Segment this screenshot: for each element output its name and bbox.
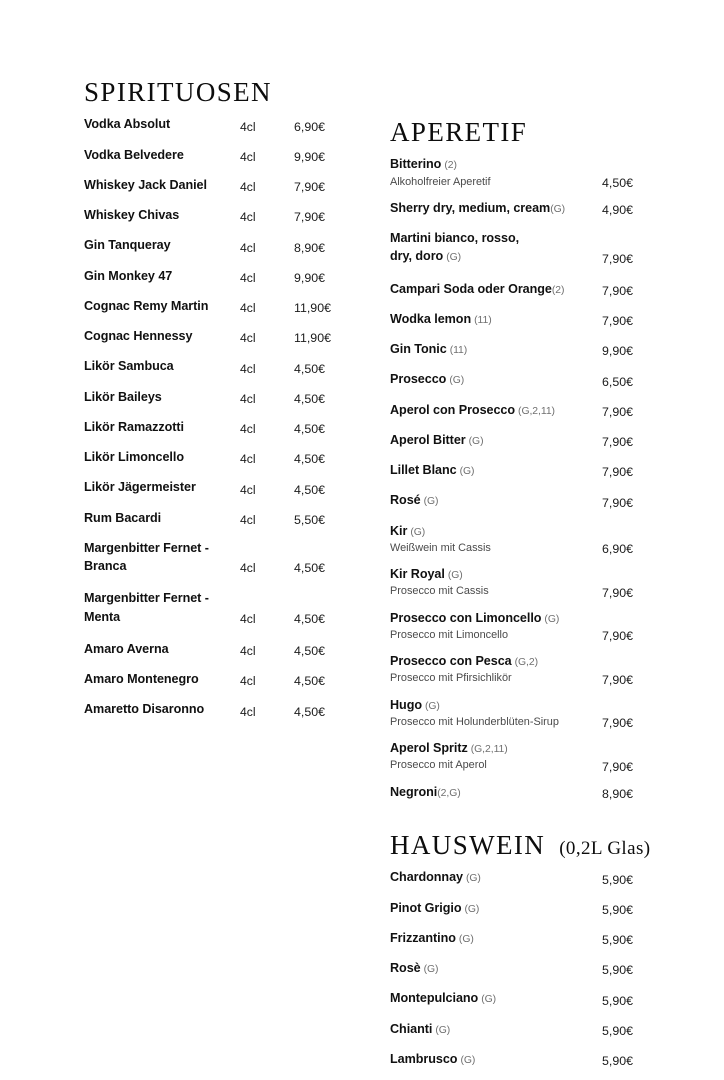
menu-item-allergens: (11) [449,345,468,357]
menu-item-allergens: (G) [460,1054,476,1066]
menu-item-price: 5,90€ [602,872,634,887]
menu-item-name: Campari Soda oder Orange(2) [390,281,565,296]
menu-item-name: Amaro Averna [84,641,169,656]
menu-item-unit: 4cl [240,644,256,659]
menu-item-unit: 4cl [240,482,256,497]
menu-item-unit: 4cl [240,180,256,195]
menu-item-unit: 4cl [240,391,256,406]
menu-item-text [84,448,234,466]
menu-item-allergens: (G) [458,933,474,945]
menu-item [390,783,658,801]
menu-item [84,418,352,436]
menu-item-price: 5,90€ [602,902,634,917]
menu-item-price: 7,90€ [602,716,634,731]
section-heading-spirituosen [84,78,352,106]
menu-item-text [390,155,594,190]
menu-item [390,565,658,600]
menu-column-right [390,118,658,1080]
menu-item [84,115,352,133]
menu-item-text [390,199,594,217]
menu-item-unit: 4cl [240,512,256,527]
menu-item-text [390,491,594,509]
menu-item-unit: 4cl [240,674,256,689]
menu-item-name: Prosecco (G) [390,372,465,387]
menu-item-name: Amaro Montenegro [84,672,199,687]
section-heading-aperetif [390,118,658,146]
menu-item-name: Cognac Hennessy [84,329,193,344]
menu-item-name: Rum Bacardi [84,510,162,525]
menu-item-text [84,509,234,527]
menu-item-price: 9,90€ [602,344,634,359]
menu-item-allergens: (G) [446,252,462,264]
menu-item-text [84,478,234,496]
menu-item-price: 7,90€ [602,495,634,510]
menu-item [390,229,658,266]
menu-item-unit: 4cl [240,361,256,376]
menu-item-text [390,609,594,644]
menu-item-price: 4,50€ [294,704,326,719]
menu-item-price: 5,50€ [294,512,326,527]
menu-item-price: 7,90€ [602,314,634,329]
menu-item-price: 7,90€ [602,404,634,419]
menu-item-unit: 4cl [240,422,256,437]
menu-item-description: Prosecco mit Cassis [390,585,489,598]
menu-item [390,739,658,774]
menu-item [390,609,658,644]
menu-item [390,199,658,217]
menu-item-text [390,1020,594,1038]
menu-item-price: 7,90€ [602,759,634,774]
menu-item-text [390,461,594,479]
menu-item-price: 5,90€ [602,993,634,1008]
menu-item-text [390,783,594,801]
menu-item [84,589,352,626]
menu-item-text [84,236,234,254]
menu-item-allergens: (G) [481,994,497,1006]
menu-item-description: Prosecco mit Pfirsichlikör [390,672,512,685]
menu-item-name: Bitterino (2) [390,157,457,172]
menu-item [84,357,352,375]
menu-item [390,1020,658,1038]
menu-section-spirituosen [84,78,352,719]
menu-section-hauswein [390,831,658,1068]
menu-item-unit: 4cl [240,149,256,164]
menu-item-name: Amaretto Disaronno [84,702,205,717]
menu-item [84,297,352,315]
menu-item-unit: 4cl [240,704,256,719]
menu-section-aperetif [390,118,658,801]
menu-item-name: Likör Sambuca [84,359,174,374]
menu-item-price: 9,90€ [294,149,326,164]
menu-item-name: Margenbitter Fernet - Menta [84,591,209,624]
menu-item-price: 6,90€ [294,119,326,134]
menu-item [390,929,658,947]
menu-item-allergens: (G) [544,613,560,625]
menu-item-name: Cognac Remy Martin [84,298,209,313]
menu-item [390,899,658,917]
menu-item-name: Frizzantino (G) [390,930,474,945]
menu-item-name: Lillet Blanc (G) [390,463,475,478]
menu-item-price: 7,90€ [602,585,634,600]
menu-item [84,670,352,688]
menu-item-text [84,357,234,375]
menu-item-allergens: (G) [435,1024,451,1036]
menu-item-name: Kir (G) [390,523,426,538]
menu-item-text [84,267,234,285]
menu-item-unit: 4cl [240,119,256,134]
menu-item-price: 4,50€ [294,561,326,576]
menu-item [390,696,658,731]
menu-item-unit: 4cl [240,452,256,467]
menu-item-price: 4,50€ [294,674,326,689]
menu-item-price: 7,90€ [602,283,634,298]
menu-item [84,700,352,718]
menu-item-name: Wodka lemon (11) [390,311,492,326]
menu-item-text [390,280,594,298]
menu-item-name: Prosecco con Limoncello (G) [390,610,560,625]
menu-item-text [390,899,594,917]
menu-item-text [84,146,234,164]
menu-item-name: Kir Royal (G) [390,567,463,582]
menu-item [84,448,352,466]
menu-item-price: 5,90€ [602,1054,634,1069]
menu-item-text [84,176,234,194]
menu-item [390,989,658,1007]
menu-item-name: Chardonnay (G) [390,870,481,885]
menu-item-name: Lambrusco (G) [390,1051,476,1066]
menu-item-allergens: (G) [468,435,484,447]
menu-item-text [390,522,594,557]
menu-item-price: 11,90€ [294,301,331,316]
menu-item-price: 11,90€ [294,331,331,346]
menu-item [390,1050,658,1068]
menu-item-price: 9,90€ [294,270,326,285]
menu-item [390,491,658,509]
menu-item-unit: 4cl [240,270,256,285]
menu-item-allergens: (G) [423,964,439,976]
menu-item-price: 4,50€ [294,391,326,406]
menu-item-price: 7,90€ [602,435,634,450]
menu-item-price: 7,90€ [602,251,634,266]
menu-item-allergens: (G,2,11) [470,744,508,756]
menu-item [390,461,658,479]
menu-item-name: Whiskey Chivas [84,208,180,223]
menu-item-allergens: (G,2) [514,657,539,669]
menu-item-price: 4,50€ [294,422,326,437]
menu-item-name: Vodka Absolut [84,117,171,132]
menu-item-allergens: (2,G) [437,787,461,799]
menu-item-text [390,431,594,449]
section-title: HAUSWEIN [390,829,546,860]
menu-item-allergens: (G) [449,375,465,387]
menu-item [390,959,658,977]
menu-item-name: Martini bianco, rosso, dry, doro (G) [390,231,520,264]
menu-item-text [84,589,234,626]
menu-item-text [84,700,234,718]
menu-item-name: Vodka Belvedere [84,147,184,162]
menu-item-text [390,989,594,1007]
menu-item-allergens: (G) [447,570,463,582]
menu-item-price: 5,90€ [602,933,634,948]
menu-item-price: 8,90€ [602,786,634,801]
menu-item-text [390,868,594,886]
menu-item [390,522,658,557]
menu-item-name: Likör Baileys [84,389,162,404]
menu-item [84,176,352,194]
menu-item [390,868,658,886]
menu-item-allergens: (G) [410,526,426,538]
menu-item-name: Aperol Spritz (G,2,11) [390,741,508,756]
menu-item-price: 7,90€ [602,672,634,687]
menu-item-allergens: (G,2,11) [518,405,555,417]
menu-item [84,478,352,496]
menu-item-price: 7,90€ [602,465,634,480]
menu-item [390,431,658,449]
menu-item [84,146,352,164]
menu-item-name: Likör Jägermeister [84,480,196,495]
menu-item-name: Sherry dry, medium, cream(G) [390,200,566,215]
menu-item-text [390,959,594,977]
menu-item-text [84,327,234,345]
menu-item [390,652,658,687]
menu-item-name: Chianti (G) [390,1021,451,1036]
menu-item-name: Likör Limoncello [84,450,184,465]
menu-item-allergens: (G) [459,466,475,478]
menu-item-text [84,297,234,315]
menu-item-name: Aperol con Prosecco (G,2,11) [390,402,555,417]
menu-item-price: 5,90€ [602,963,634,978]
menu-item-name: Rosè (G) [390,961,439,976]
menu-item-name: Margenbitter Fernet - Branca [84,540,209,574]
menu-item-text [84,539,234,576]
menu-item-price: 5,90€ [602,1023,634,1038]
menu-item [390,280,658,298]
menu-item-unit: 4cl [240,611,256,626]
menu-item-unit: 4cl [240,301,256,316]
menu-item-text [390,340,594,358]
menu-item-price: 4,50€ [294,482,326,497]
menu-item-description: Prosecco mit Limoncello [390,628,509,641]
menu-item-allergens: (G) [465,873,481,885]
menu-item [84,327,352,345]
menu-item-unit: 4cl [240,331,256,346]
menu-item-price: 8,90€ [294,240,326,255]
menu-item-description: Prosecco mit Holunderblüten-Sirup [390,715,559,728]
menu-item-text [390,652,594,687]
menu-item-allergens: (G) [424,700,440,712]
menu-item-name: Aperol Bitter (G) [390,432,484,447]
menu-item-name: Montepulciano (G) [390,991,497,1006]
menu-item-price: 6,50€ [602,374,634,389]
menu-item-price: 4,50€ [602,175,634,190]
section-title-suffix: (0,2L Glas) [559,837,651,859]
menu-item-price: 4,50€ [294,644,326,659]
menu-item-text [390,229,594,266]
menu-item-text [84,115,234,133]
menu-item-text [390,739,594,774]
menu-item-description: Weißwein mit Cassis [390,541,491,554]
section-title: APERETIF [390,117,528,147]
menu-item-price: 6,90€ [602,542,634,557]
menu-item-unit: 4cl [240,561,256,576]
menu-item [84,206,352,224]
menu-item-description: Alkoholfreier Aperetif [390,175,491,188]
menu-item-text [84,206,234,224]
menu-item [84,388,352,406]
menu-item-text [390,310,594,328]
menu-item-text [84,640,234,658]
menu-item-allergens: (G) [464,903,480,915]
menu-item-name: Prosecco con Pesca (G,2) [390,654,539,669]
menu-item-allergens: (2) [444,160,457,172]
menu-item [390,340,658,358]
menu-item-name: Likör Ramazzotti [84,419,184,434]
menu-item-price: 7,90€ [602,629,634,644]
menu-item-text [390,401,594,419]
menu-item-name: Whiskey Jack Daniel [84,177,207,192]
menu-item-unit: 4cl [240,210,256,225]
menu-item-name: Rosé (G) [390,493,439,508]
menu-item [84,640,352,658]
menu-item-allergens: (2) [551,284,565,296]
menu-item-text [390,929,594,947]
menu-item-price: 7,90€ [294,210,326,225]
menu-item [390,401,658,419]
menu-item-name: Pinot Grigio (G) [390,900,480,915]
menu-item-text [390,565,594,600]
menu-item-allergens: (G) [423,496,439,508]
menu-item-description: Prosecco mit Aperol [390,759,487,772]
menu-item-allergens: (G) [550,203,566,215]
menu-item-price: 4,50€ [294,452,326,467]
menu-item [84,267,352,285]
menu-item [84,236,352,254]
menu-item-allergens: (11) [474,314,492,326]
menu-item-price: 7,90€ [294,180,326,195]
menu-item-text [390,370,594,388]
menu-item-text [390,696,594,731]
section-heading-hauswein [390,831,658,859]
menu-item [390,370,658,388]
menu-item-name: Negroni(2,G) [390,784,461,799]
menu-item-unit: 4cl [240,240,256,255]
menu-item-price: 4,50€ [294,611,326,626]
menu-item [390,310,658,328]
menu-item [84,509,352,527]
menu-item-name: Gin Monkey 47 [84,268,173,283]
menu-item-text [84,418,234,436]
menu-item [390,155,658,190]
menu-item-text [84,388,234,406]
menu-item-text [84,670,234,688]
menu-item-price: 4,90€ [602,203,634,218]
section-title: SPIRITUOSEN [84,77,272,107]
menu-item-name: Gin Tonic (11) [390,342,468,357]
menu-item-name: Gin Tanqueray [84,238,171,253]
menu-item-price: 4,50€ [294,361,326,376]
menu-item-name: Hugo (G) [390,697,440,712]
menu-column-left [84,78,352,731]
menu-item [84,539,352,576]
menu-item-text [390,1050,594,1068]
